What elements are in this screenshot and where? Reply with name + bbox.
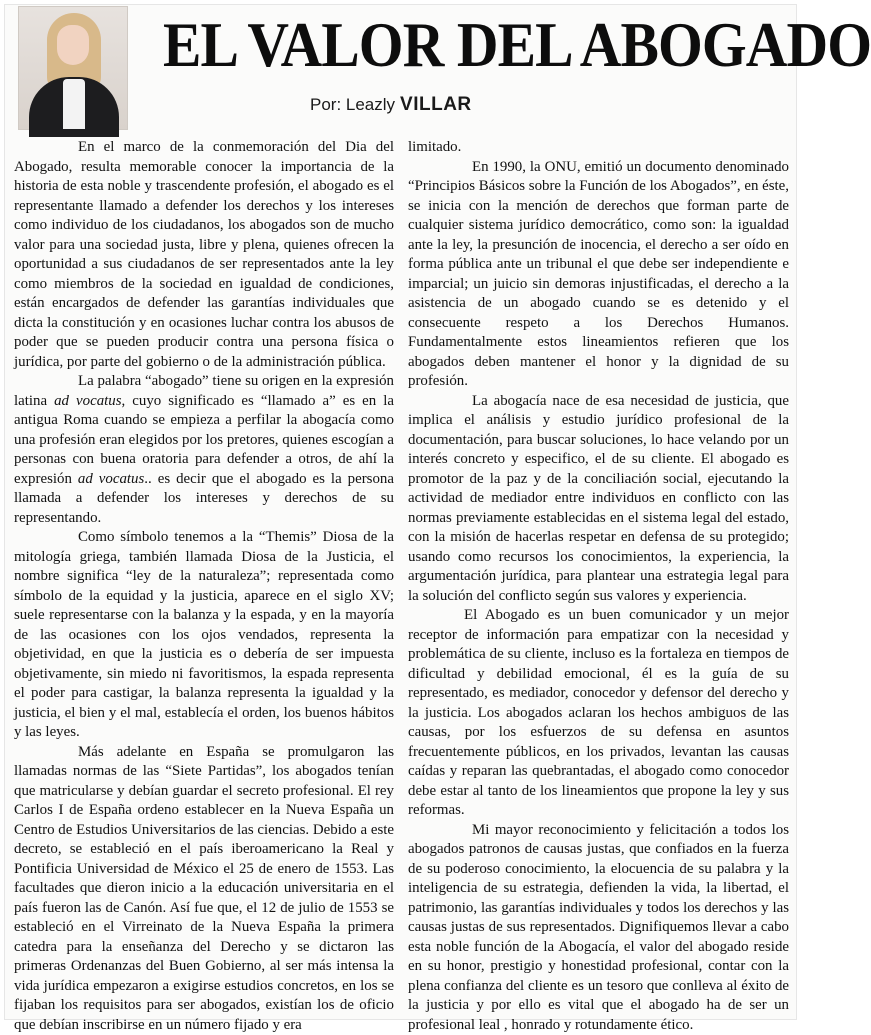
author-photo-face	[57, 25, 89, 65]
paragraph-right-3: El Abogado es un buen comunicador y un mejor receptor de información para empatizar con la necesidad y problemática de su cliente, incluso es la fortaleza en tiempos de dificultad y debilidad emocional, él es la guía de su representado, es mediador, conocedor y defensor del derecho y la justicia. Los abogados aclaran los hechos ambiguos de las causas, por los esfuerzos de su defensa en asuntos frecuentemente públicos, en los privados, levantan las causas caídas y reparan las quebrantadas, el abogado como conocedor debe estar al tanto de los lineamientos que propone la ley y sus reformas.	[408, 606, 789, 821]
byline-surname: VILLAR	[400, 94, 472, 115]
paragraph-right-4: Mi mayor reconocimiento y felicitación a todos los abogados patronos de causas justas, que confiados en la fuerza de su poderoso conocimiento, la elocuencia de su palabra y la inteligencia de su estrategia, defienden la vida, la libertad, el patrimonio, las garantías individuales y todos los derechos y las causas justas de sus representados. Dignifiquemos llevar a cabo esta noble función de la Abogacía, el valor del abogado reside en su honor, prestigio y honestidad profesional, contar con la plena confianza del cliente es un tesoro que conlleva al éxito de la justicia y por ello es vital que el abogado ha de ser un profesional leal , honrado y rotundamente ético.	[408, 821, 789, 1035]
paragraph-right-2: La abogacía nace de esa necesidad de justicia, que implica el análisis y estudio jurídico profesional de la documentación, para buscar soluciones, lo hace velando por un interés concreto y especifico, el de su cliente. El abogado es promotor de la paz y de la conciliación social, ejecutando la actividad de mediador entre individuos en conflicto con las normas previamente establecidas en el sistema legal del estado, con la misión de hacerlas respetar en defensa de su protegido; usando como recursos los conocimientos, la experiencia, la argumentación jurídica, para plantear una estrategia legal para la solución del conflicto según sus valores y experiencia.	[408, 392, 789, 607]
paragraph-right-0: limitado.	[408, 138, 789, 158]
author-photo-shirt	[63, 79, 85, 129]
author-photo	[18, 6, 128, 130]
paragraph-left-4: Más adelante en España se promulgaron las llamadas normas de las “Siete Partidas”, los abogados tenían que matricularse y debían guardar el secreto profesional. El rey Carlos I de España ordeno establecer en la Nueva España un Centro de Estudios Universitarios de las ciencias. Debido a este decreto, se estableció en el país iberoamericano la Real y Pontificia Universidad de México el 25 de enero de 1553. Las facultades que dieron inicio a la educación universitaria en el país fueron las de Canón. Así fue que, el 12 de julio de 1553 se estableció en el Virreinato de la Nueva España la primera catedra para la enseñanza del Derecho y se dictaron las primeras Ordenanzas del Buen Gobierno, al ser más intensa la vida jurídica empezaron a exigirse estudios concretos, en los se fijaban los requisitos para ser abogados, existían los de oficio que debían inscribirse en un número fijado y era	[14, 743, 394, 1035]
paragraph-left-3: Como símbolo tenemos a la “Themis” Diosa de la mitología griega, también llamada Diosa de la Justicia, el nombre significa “ley de la naturaleza”; representada como símbolo de la equidad y la justicia, aparece en el siglo XV; suele representarse con la balanza y la espada, y en la mayoría de las ocasiones con los ojos vendados, representa la objetividad, en que la justicia es o debería de ser impuesta objetivamente, sin miedo ni favoritismos, la espada representa el poder para castigar, la balanza representa la igualdad y la justicia, el bien y el mal, establecía el orden, los buenos hábitos y las leyes.	[14, 528, 394, 743]
paragraph-left-2-part-c: .. es decir que el abogado es la persona llamada a defender los intereses y derechos de su representando.	[14, 471, 394, 526]
article-header	[0, 0, 801, 140]
article-title: EL VALOR DEL ABOGADO	[163, 4, 757, 86]
paragraph-left-2-part-b: , cuyo significado es “llamado a” es en la antigua Roma cuando se empieza a perfilar la abogacía como una profesión eran elegidos por los pretores, quienes escogían a personas con buena oratoria para defender a otros, de ahí la expresión	[14, 393, 394, 487]
latin-term: ad vocatus	[54, 393, 121, 409]
paragraph-right-1: En 1990, la ONU, emitió un documento denominado “Principios Básicos sobre la Función de los Abogados”, en éste, se inicia con la mención de derechos que forman parte de cualquier sistema jurídico democrático, como son: la igualdad ante la ley, la presunción de inocencia, el derecho a ser oído en forma pública ante un tribunal el que debe ser independiente e imparcial; un juicio sin demoras injustificadas, el derecho a la asistencia de un abogado cuando se es detenido y el consecuente respeto a los Derechos Humanos. Fundamentalmente estos lineamientos refieren que los abogados deben mantener el honor y la dignidad de su profesión.	[408, 158, 789, 392]
byline	[310, 90, 560, 120]
paragraph-left-2-part-a: La palabra “abogado” tiene su origen en la expresión latina	[14, 373, 394, 409]
latin-term: ad vocatus	[78, 471, 144, 487]
left-column	[14, 138, 394, 1018]
paragraph-left-1: En el marco de la conmemoración del Dia del Abogado, resulta memorable conocer la importancia de la historia de esta noble y trascendente profesión, el abogado es el representante llamado a defender los derechos y los intereses como individuo de los ciudadanos, los abogados son de mucho valor para una sociedad justa, libre y plena, quienes ofrecen la oportunidad a sus ciudadanos de ser representados ante la ley como miembros de la sociedad en igualdad de condiciones, están encargados de defender las garantías individuales que dicta la constitución y en ocasiones luchar contra los abusos de poder que se pueden producir contra una persona física o jurídica, por parte del gobierno o de la administración pública.	[14, 138, 394, 372]
right-column	[408, 138, 789, 1018]
byline-prefix: Por: Leazly	[310, 95, 395, 114]
paragraph-left-2	[14, 372, 394, 528]
